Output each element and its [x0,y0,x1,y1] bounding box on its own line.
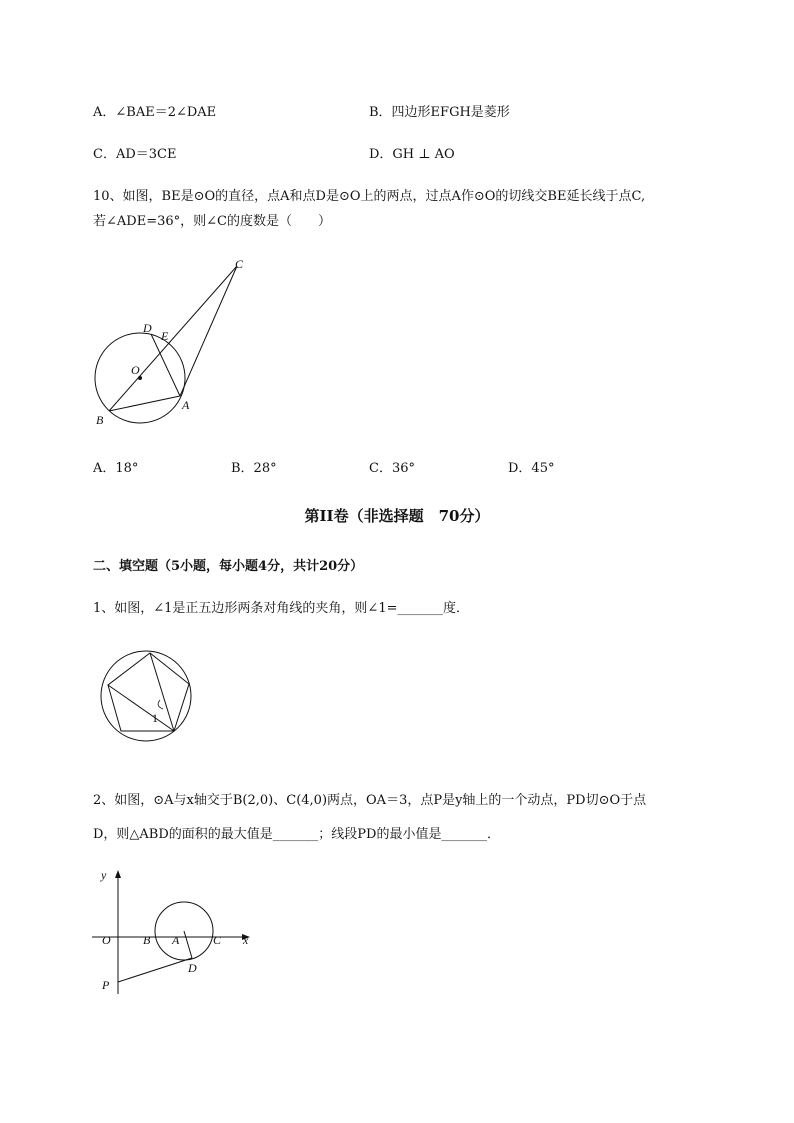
q9-option-c: C．AD＝3CE [93,147,177,162]
q10-option-c: C．36° [369,461,415,476]
regular-pentagon [108,653,189,731]
q10-option-a: A．18° [93,461,139,476]
label-d: D [143,321,152,335]
fill-q2-text-line1: 2、如图，⊙A与x轴交于B(2,0)、C(4,0)两点，OA＝3，点P是y轴上的一个动点，PD切⊙O于点 [93,793,647,808]
part2-title: 第II卷（非选择题 70分） [304,507,490,525]
label-y: y [101,868,107,882]
label-e: E [161,329,169,343]
line-bc [109,266,237,411]
circumcircle [101,651,191,741]
q9-option-d: D．GH ⊥ AO [369,147,455,162]
tangent-ac [180,266,237,396]
label-o: O [131,363,140,377]
q10-option-b: B．28° [231,461,277,476]
angle-arc [158,700,163,709]
coordinate-figure [90,862,265,997]
fill-q1-text: 1、如图，∠1是正五边形两条对角线的夹角，则∠1=_______度． [93,601,469,616]
angle-label-1: 1 [152,711,158,725]
label-o: O [102,933,111,947]
fill-q2-text-line2: D，则△ABD的面积的最大值是_______；线段PD的最小值是_______． [93,827,500,842]
label-c: C [235,257,244,271]
label-a: A [172,933,180,947]
label-a: A [182,398,190,412]
label-d: D [188,961,197,975]
q10-circle-figure [85,250,265,435]
q10-text-line1: 10、如图，BE是⊙O的直径，点A和点D是⊙O上的两点，过点A作⊙O的切线交BE延长线于点C, [93,189,646,204]
label-p: P [102,978,110,992]
label-b: B [96,413,104,427]
section2-heading: 二、填空题（5小题，每小题4分，共计20分） [93,559,364,574]
label-x: x [243,933,249,947]
radius-ad [184,931,192,958]
tangent-pd [118,958,192,982]
label-c: C [213,933,222,947]
q9-option-b: B．四边形EFGH是菱形 [369,105,510,120]
chord-da [151,334,180,396]
q10-text-line2: 若∠ADE=36°，则∠C的度数是（ ） [93,214,331,229]
pentagon-figure [97,648,197,748]
y-axis-arrow [115,870,121,878]
diagonal-1 [108,685,174,731]
label-b: B [143,933,151,947]
q9-option-a: A．∠BAE＝2∠DAE [93,105,217,120]
q10-option-d: D．45° [508,461,555,476]
